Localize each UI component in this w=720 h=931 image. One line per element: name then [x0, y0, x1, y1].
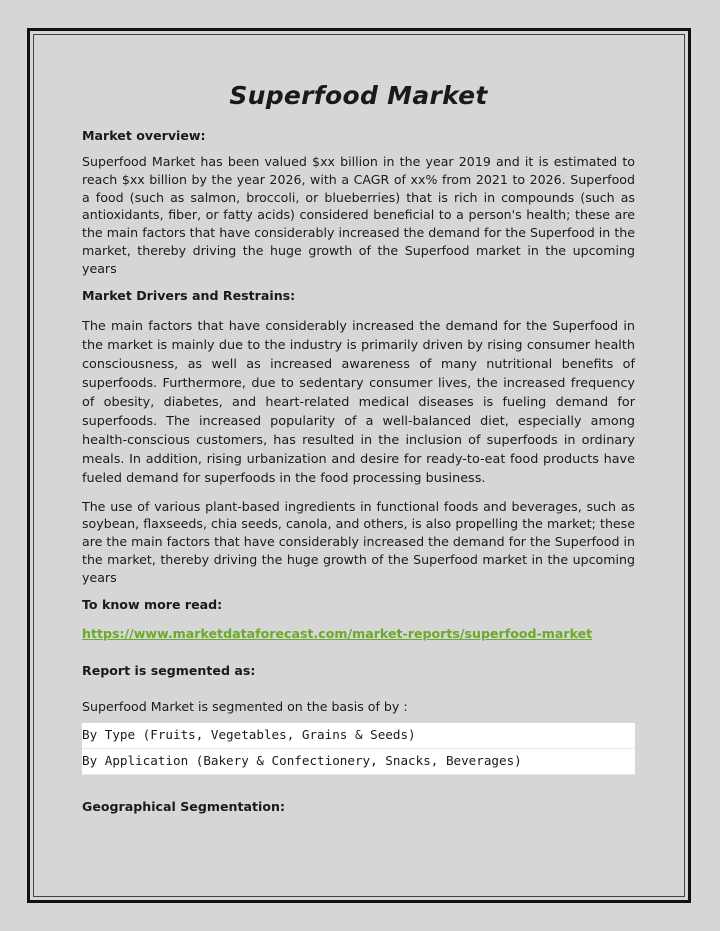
list-item: By Application (Bakery & Confectionery, Snacks, Beverages) — [82, 749, 635, 775]
segments-list — [82, 723, 635, 775]
segmented-text: Superfood Market is segmented on the basis of by : — [82, 698, 408, 714]
drivers-heading: Market Drivers and Restrains: — [82, 287, 296, 303]
document-content — [82, 81, 635, 824]
overview-paragraph: Superfood Market has been valued $xx billion in the year 2019 and it is estimated to reach $xx billion by the year 2026, with a CAGR of xx% from 2021 to 2026. Superfood a food (such as salmon, broccoli, or blueberries) that is rich in compounds (such as antioxidants, fiber, or fatty acids) considered beneficial to a person's health; these are the main factors that have considerably increased the demand for the Superfood in the market, thereby driving the huge growth of the Superfood market in the upcoming years — [82, 154, 635, 276]
overview-heading: Market overview: — [82, 128, 206, 143]
geo-heading: Geographical Segmentation: — [82, 799, 285, 815]
page-title: Superfood Market — [229, 81, 488, 110]
read-more-heading: To know more read: — [82, 596, 223, 612]
read-more-link[interactable]: https://www.marketdataforecast.com/market-reports/superfood-market — [82, 625, 593, 641]
drivers-paragraph-1: The main factors that have considerably increased the demand for the Superfood in the market is mainly due to the industry is primarily driven by rising consumer health consciousness, as well as increased awareness of many nutritional benefits of superfoods. Furthermore, due to sedentary consumer lives, the increased frequency of obesity, diabetes, and heart-related medical diseases is fueling demand for superfoods. The increased popularity of a well-balanced diet, especially among health-conscious customers, has resulted in the inclusion of superfoods in ordinary meals. In addition, rising urbanization and desire for ready-to-eat food products have fueled demand for superfoods in the food processing business. — [82, 318, 635, 486]
list-item: By Type (Fruits, Vegetables, Grains & Seeds) — [82, 723, 635, 749]
drivers-paragraph-2: The use of various plant-based ingredients in functional foods and beverages, such as soybean, flaxseeds, chia seeds, canola, and others, is also propelling the market; these are the main factors that have considerably increased the demand for the Superfood in the market, thereby driving the huge growth of the Superfood market in the upcoming years — [82, 498, 635, 585]
document-page — [27, 28, 691, 903]
segmented-heading: Report is segmented as: — [82, 662, 256, 678]
